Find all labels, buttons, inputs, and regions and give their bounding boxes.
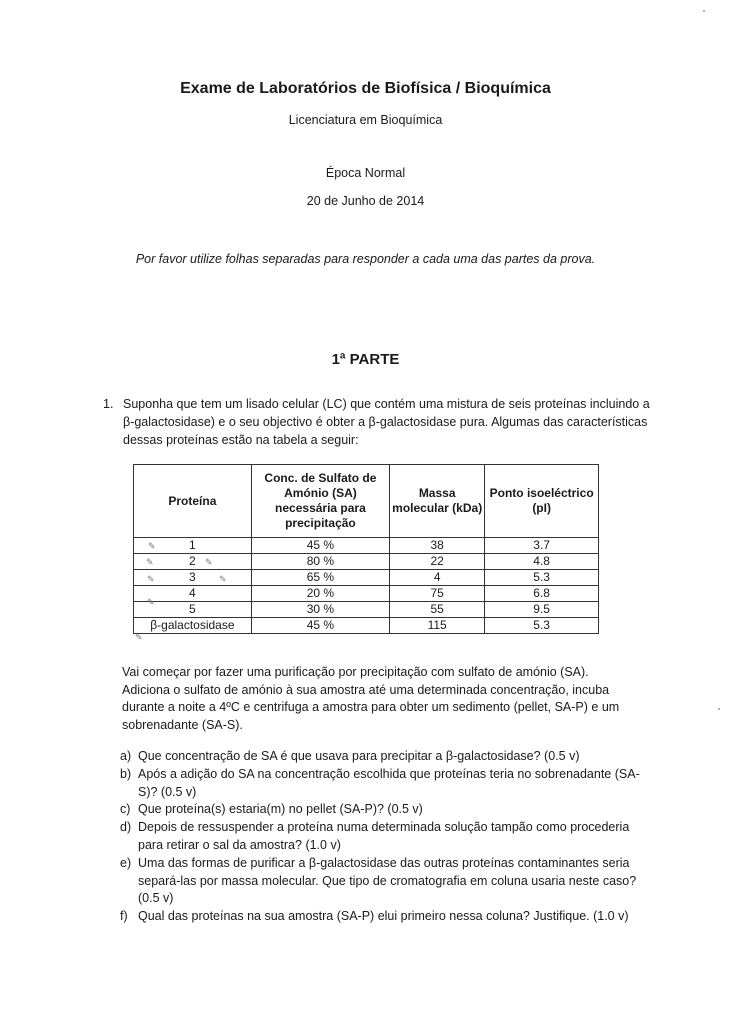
subquestion-text: Que proteína(s) estaria(m) no pellet (SA-P)? (0.5 v): [138, 802, 423, 816]
sa-cell: 30 %: [251, 602, 389, 618]
protein-properties-table: [133, 464, 599, 634]
mass-cell: 75: [390, 586, 485, 602]
pi-cell: 9.5: [485, 602, 599, 618]
table-row: [134, 602, 599, 618]
pencil-mark: ✎: [146, 557, 154, 567]
subquestion-label: a): [120, 749, 132, 763]
pi-cell: 4.8: [485, 554, 599, 570]
col-header-protein: Proteína: [134, 465, 252, 538]
pencil-mark: ✎: [148, 541, 156, 551]
exam-title: Exame de Laboratórios de Biofísica / Bioquímica: [180, 80, 551, 97]
protein-cell: 4: [134, 586, 252, 602]
pencil-mark: ✎: [205, 557, 213, 567]
subquestion-text: Uma das formas de purificar a β-galactosidase das outras proteínas contaminantes seria separá-las por massa molecular. Que tipo de cromatografia em coluna usaria neste caso? (0.5 v): [138, 856, 637, 905]
pencil-mark: ✎: [147, 597, 155, 607]
part-heading: 1ª PARTE: [331, 351, 400, 368]
sa-cell: 80 %: [251, 554, 389, 570]
exam-season: Época Normal: [325, 166, 406, 180]
subquestion-text: Que concentração de SA é que usava para precipitar a β-galactosidase? (0.5 v): [138, 749, 580, 763]
instructions: Por favor utilize folhas separadas para responder a cada uma das partes da prova.: [135, 252, 596, 266]
mass-cell: 4: [390, 570, 485, 586]
subquestion-label: f): [120, 909, 128, 923]
subquestion-label: b): [120, 767, 132, 781]
course-subtitle: Licenciatura em Bioquímica: [288, 113, 443, 127]
sa-cell: 20 %: [251, 586, 389, 602]
subquestion-c: [120, 801, 640, 819]
pi-cell: 6.8: [485, 586, 599, 602]
sa-cell: 45 %: [251, 618, 389, 634]
pi-cell: 5.3: [485, 618, 599, 634]
scan-speck: [718, 708, 720, 710]
pencil-mark: ✎: [147, 574, 155, 584]
sa-cell: 45 %: [251, 538, 389, 554]
pencil-mark: ✎: [219, 574, 227, 584]
col-header-sa-concentration: Conc. de Sulfato de Amónio (SA) necessária para precipitação: [251, 465, 389, 538]
subquestion-text: Depois de ressuspender a proteína numa determinada solução tampão como procederia para retirar o sal da amostra? (1.0 v): [138, 820, 630, 852]
subquestion-text: Qual das proteínas na sua amostra (SA-P) elui primeiro nessa coluna? Justifique. (1.0 v): [138, 909, 629, 923]
subquestion-text: Após a adição do SA na concentração escolhida que proteínas teria no sobrenadante (SA-S)? (0.5 v): [138, 767, 640, 799]
subquestion-f: [120, 908, 640, 926]
pi-cell: 5.3: [485, 570, 599, 586]
table-row: [134, 554, 599, 570]
table-header-row: [134, 465, 599, 538]
pencil-mark: ✎: [135, 632, 143, 642]
protein-cell: β-galactosidase: [134, 618, 252, 634]
procedure-paragraph: Vai começar por fazer uma purificação por precipitação com sulfato de amónio (SA). Adiciona o sulfato de amónio à sua amostra até uma determinada concentração, incuba durante a noite a 4ºC e centrifuga a amostra para obter um sedimento (pellet, SA-P) e um sobrenadante (SA-S).: [122, 665, 620, 732]
protein-cell: 2: [134, 554, 252, 570]
table-row: [134, 570, 599, 586]
question-1: [103, 395, 663, 449]
table-row: [134, 586, 599, 602]
subquestion-b: [120, 766, 640, 801]
sa-cell: 65 %: [251, 570, 389, 586]
exam-date: 20 de Junho de 2014: [306, 194, 425, 208]
table-row: [134, 618, 599, 634]
subquestion-e: [120, 855, 640, 908]
protein-cell: 5: [134, 602, 252, 618]
question-number: 1.: [103, 397, 114, 411]
mass-cell: 22: [390, 554, 485, 570]
mass-cell: 115: [390, 618, 485, 634]
subquestion-label: e): [120, 856, 132, 870]
protein-cell: 1: [134, 538, 252, 554]
mass-cell: 55: [390, 602, 485, 618]
subquestion-label: c): [120, 802, 131, 816]
pi-cell: 3.7: [485, 538, 599, 554]
col-header-molecular-mass: Massa molecular (kDa): [390, 465, 485, 538]
col-header-isoelectric-point: Ponto isoeléctrico (pI): [485, 465, 599, 538]
scan-speck: [703, 10, 705, 12]
subquestion-a: [120, 748, 640, 766]
table-row: [134, 538, 599, 554]
protein-cell: 3: [134, 570, 252, 586]
subquestion-label: d): [120, 820, 132, 834]
question-text: Suponha que tem um lisado celular (LC) que contém uma mistura de seis proteínas incluindo a β-galactosidase) e o seu objectivo é obter a β-galactosidase pura. Algumas das características dessas proteínas estão na tabela a seguir:: [123, 397, 650, 447]
subquestion-d: [120, 819, 640, 854]
mass-cell: 38: [390, 538, 485, 554]
